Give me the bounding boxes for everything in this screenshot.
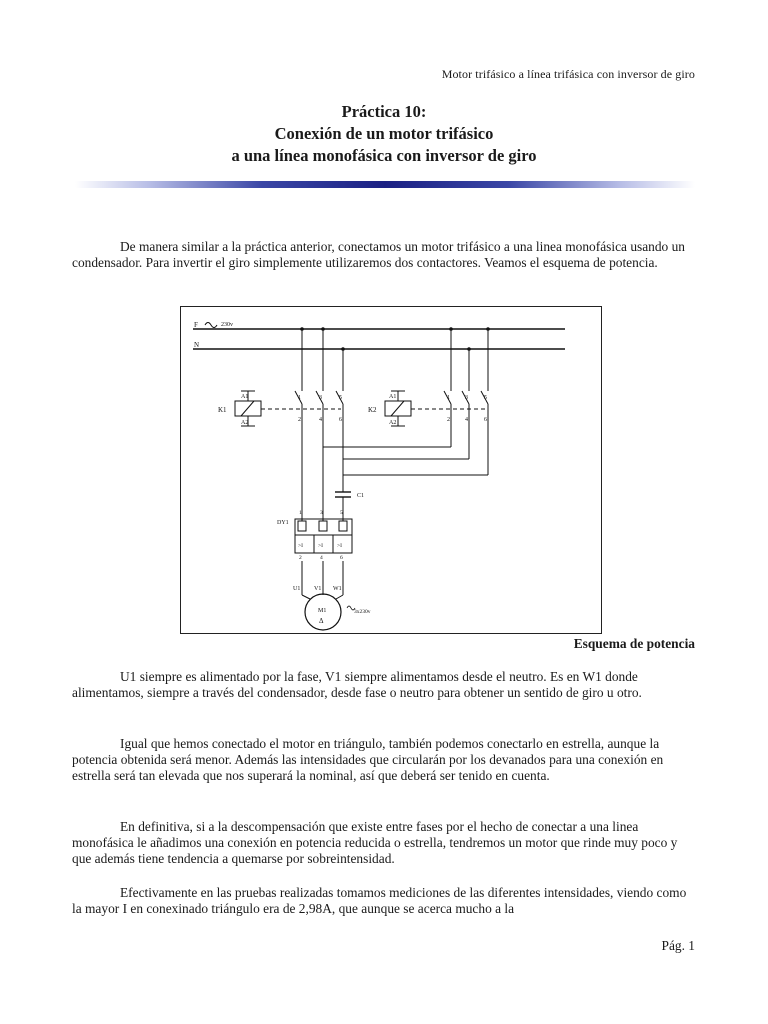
svg-text:Δ: Δ xyxy=(319,617,324,625)
svg-text:5: 5 xyxy=(340,510,343,516)
phase-label: F xyxy=(194,321,198,329)
title-line-2: Conexión de un motor trifásico xyxy=(274,124,494,143)
running-header: Motor trifásico a línea trifásica con inversor de giro xyxy=(441,67,695,81)
svg-text:2: 2 xyxy=(447,417,450,423)
title-line-1: Práctica 10: xyxy=(341,102,427,121)
svg-text:2: 2 xyxy=(298,417,301,423)
paragraph-5: Efectivamente en las pruebas realizadas tomamos mediciones de las diferentes intensidades, viendo como la mayor I en conexinado triángulo era de 2,98A, que aunque se acerca mucho a la xyxy=(72,885,687,916)
page-number: Pág. 1 xyxy=(661,938,695,953)
svg-text:2: 2 xyxy=(299,555,302,561)
svg-text:6: 6 xyxy=(484,417,487,423)
k2-label: K2 xyxy=(368,406,377,414)
neutral-label: N xyxy=(194,341,200,349)
svg-text:5: 5 xyxy=(484,395,487,401)
k1-contacts xyxy=(261,391,343,413)
svg-text:1: 1 xyxy=(447,395,450,401)
svg-text:1: 1 xyxy=(299,510,302,516)
svg-text:5: 5 xyxy=(339,395,342,401)
svg-text:C1: C1 xyxy=(357,493,365,499)
svg-text:6: 6 xyxy=(339,417,342,423)
svg-text:>I: >I xyxy=(337,543,342,549)
svg-text:3: 3 xyxy=(465,395,468,401)
schematic-drawing xyxy=(181,307,603,635)
k2-coil xyxy=(368,391,411,426)
svg-text:3: 3 xyxy=(319,395,322,401)
svg-text:3x230v: 3x230v xyxy=(354,609,371,615)
junction-dots xyxy=(300,327,490,351)
terminal-v1: V1 xyxy=(314,586,322,592)
svg-text:A1: A1 xyxy=(389,394,397,400)
paragraph-intro: De manera similar a la práctica anterior, conectamos un motor trifásico a una linea monofásica usando un condensador. Para invertir el giro simplemente utilizaremos dos contactores. Veamos el esquema de potencia. xyxy=(72,239,685,270)
figure-caption: Esquema de potencia xyxy=(573,636,695,651)
svg-text:3: 3 xyxy=(320,510,323,516)
thermal-relay-dy1 xyxy=(277,510,352,561)
power-schematic xyxy=(180,306,602,634)
svg-text:4: 4 xyxy=(320,555,323,561)
supply-voltage: 230v xyxy=(221,322,233,328)
svg-text:6: 6 xyxy=(340,555,343,561)
svg-text:A2: A2 xyxy=(241,420,249,426)
svg-text:1: 1 xyxy=(298,395,301,401)
svg-text:>I: >I xyxy=(318,543,323,549)
ac-symbol-icon xyxy=(205,323,217,328)
svg-text:DY1: DY1 xyxy=(277,520,289,526)
svg-text:4: 4 xyxy=(319,417,322,423)
svg-text:4: 4 xyxy=(465,417,468,423)
paragraph-3: Igual que hemos conectado el motor en triángulo, también podemos conectarlo en estrella, aunque la potencia obtenida será menor. Además las intensidades que circularán por los devanados para una conexión en estrella será tan elevada que nos superará la nominal, así que deberá ser tenido en cuenta. xyxy=(72,736,664,783)
svg-text:A2: A2 xyxy=(389,420,397,426)
k1-coil xyxy=(218,391,261,426)
paragraph-4: En definitiva, si a la descompensación que existe entre fases por el hecho de conectar a una linea monofásica le añadimos una conexión en potencia reducida o estrella, tendremos un motor que rinde muy poco y que además tiene tendencia a quemarse por sobreintensidad. xyxy=(72,819,678,866)
k1-label: K1 xyxy=(218,406,227,414)
page-title xyxy=(0,101,768,167)
title-line-3: a una línea monofásica con inversor de giro xyxy=(231,146,537,165)
terminal-w1: W1 xyxy=(333,586,342,592)
svg-text:>I: >I xyxy=(298,543,303,549)
title-divider xyxy=(75,181,695,188)
paragraph-2: U1 siempre es alimentado por la fase, V1 siempre alimentamos desde el neutro. Es en W1 donde alimentamos, siempre a través del condensador, desde fase o neutro para obtener un sentido de giro u otro. xyxy=(72,669,642,700)
motor-m1 xyxy=(302,594,371,630)
svg-text:A1: A1 xyxy=(241,394,249,400)
svg-text:M1: M1 xyxy=(318,608,327,614)
terminal-u1: U1 xyxy=(293,586,301,592)
